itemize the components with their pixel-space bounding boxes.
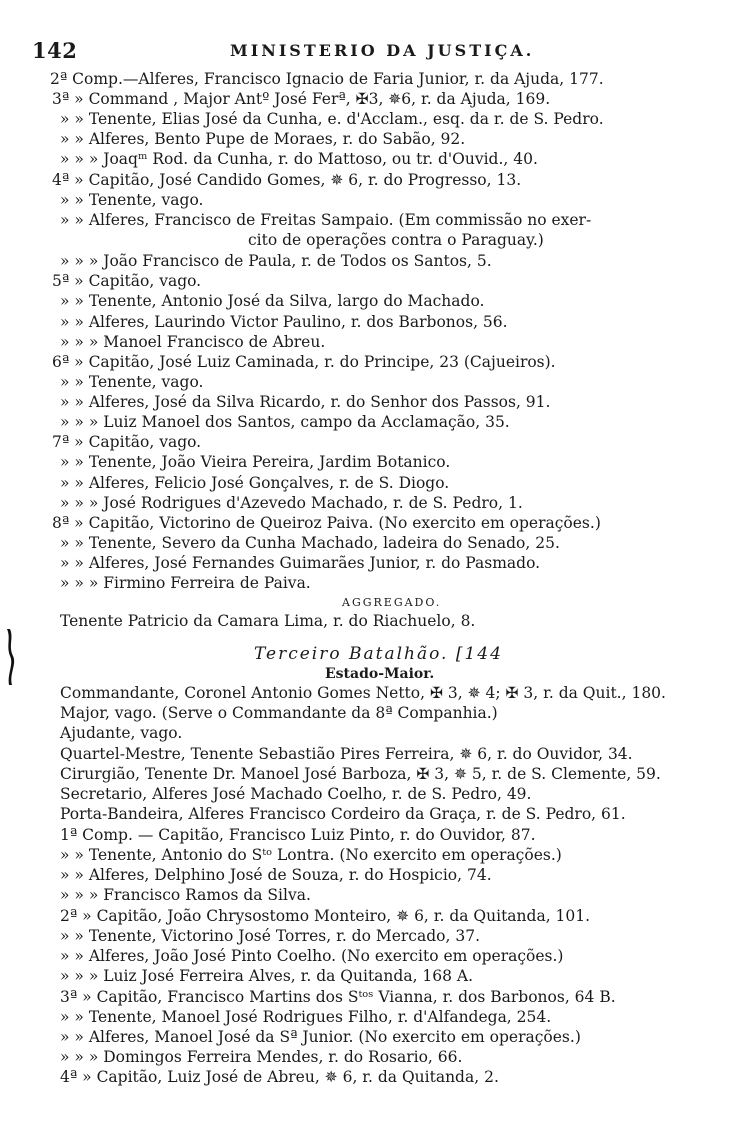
text-line: » » » Firmino Ferreira de Paiva. (60, 574, 311, 592)
running-title: MINISTERIO DA JUSTIÇA. (230, 41, 535, 60)
text-line: 2ª » Capitão, João Chrysostomo Monteiro, ✵ 6, r. da Quitanda, 101. (60, 907, 591, 925)
text-line: Secretario, Alferes José Machado Coelho, r. de S. Pedro, 49. (60, 785, 532, 803)
text-line: » » Alferes, Francisco de Freitas Sampaio. (Em commissão no exer- (60, 211, 592, 229)
text-line: » » » Domingos Ferreira Mendes, r. do Rosario, 66. (60, 1048, 463, 1066)
text-line: » » Tenente, Manoel José Rodrigues Filho, r. d'Alfandega, 254. (60, 1008, 552, 1026)
text-line: » » Tenente, vago. (60, 191, 204, 209)
text-line: Cirurgião, Tenente Dr. Manoel José Barboza, ✠ 3, ✵ 5, r. de S. Clemente, 59. (60, 765, 661, 783)
text-line: 3ª » Command , Major Antº José Ferª, ✠3, ✵6, r. da Ajuda, 169. (52, 90, 551, 108)
text-line: 3ª » Capitão, Francisco Martins dos Sᵗᵒˢ Vianna, r. dos Barbonos, 64 B. (60, 988, 616, 1006)
text-line: » » » Manoel Francisco de Abreu. (60, 333, 326, 351)
text-line: 4ª » Capitão, Luiz José de Abreu, ✵ 6, r. da Quitanda, 2. (60, 1068, 499, 1086)
text-line: » » Tenente, Severo da Cunha Machado, ladeira do Senado, 25. (60, 534, 560, 552)
text-line: » » Tenente, Antonio do Sᵗᵒ Lontra. (No exercito em operações.) (60, 846, 562, 864)
text-line: Commandante, Coronel Antonio Gomes Netto, ✠ 3, ✵ 4; ✠ 3, r. da Quit., 180. (60, 684, 666, 702)
text-line: » » Alferes, Felicio José Gonçalves, r. de S. Diogo. (60, 474, 450, 492)
text-line: » » Tenente, Elias José da Cunha, e. d'Acclam., esq. da r. de S. Pedro. (60, 110, 604, 128)
text-line: 4ª » Capitão, José Candido Gomes, ✵ 6, r. do Progresso, 13. (52, 171, 522, 189)
text-line: 8ª » Capitão, Victorino de Queiroz Paiva. (No exercito em operações.) (52, 514, 601, 532)
text-line: 7ª » Capitão, vago. (52, 433, 202, 451)
staff-heading: Estado-Maior. (325, 666, 435, 682)
text-line: Quartel-Mestre, Tenente Sebastião Pires Ferreira, ✵ 6, r. do Ouvidor, 34. (60, 745, 633, 763)
text-line: » » Alferes, Delphino José de Souza, r. do Hospicio, 74. (60, 866, 492, 884)
text-line: » » Alferes, José Fernandes Guimarães Junior, r. do Pasmado. (60, 554, 541, 572)
margin-ink-mark (6, 628, 18, 686)
text-line: 5ª » Capitão, vago. (52, 272, 202, 290)
text-line: Major, vago. (Serve o Commandante da 8ª Companhia.) (60, 704, 498, 722)
aggregado-heading: AGGREGADO. (342, 596, 442, 609)
text-line: 2ª Comp.—Alferes, Francisco Ignacio de Faria Junior, r. da Ajuda, 177. (50, 70, 604, 88)
text-line: Ajudante, vago. (60, 724, 183, 742)
page-header (32, 38, 722, 64)
text-line: » » » Luiz José Ferreira Alves, r. da Quitanda, 168 A. (60, 967, 474, 985)
text-line: 1ª Comp. — Capitão, Francisco Luiz Pinto, r. do Ouvidor, 87. (60, 826, 536, 844)
text-line: » » Alferes, José da Silva Ricardo, r. do Senhor dos Passos, 91. (60, 393, 551, 411)
text-line: Porta-Bandeira, Alferes Francisco Cordeiro da Graça, r. de S. Pedro, 61. (60, 805, 626, 823)
text-line: » » Alferes, Bento Pupe de Moraes, r. do Sabão, 92. (60, 130, 466, 148)
text-line: » » Tenente, vago. (60, 373, 204, 391)
text-line: » » » Luiz Manoel dos Santos, campo da Acclamação, 35. (60, 413, 510, 431)
text-line: » » » Joaqᵐ Rod. da Cunha, r. do Mattoso, ou tr. d'Ouvid., 40. (60, 150, 538, 168)
text-line: » » Tenente, João Vieira Pereira, Jardim Botanico. (60, 453, 451, 471)
text-line: » » Alferes, Laurindo Victor Paulino, r. dos Barbonos, 56. (60, 313, 508, 331)
text-line: Tenente Patricio da Camara Lima, r. do Riachuelo, 8. (60, 612, 476, 630)
page-number: 142 (32, 38, 78, 63)
text-line: » » » Francisco Ramos da Silva. (60, 886, 311, 904)
text-line: » » » João Francisco de Paula, r. de Todos os Santos, 5. (60, 252, 492, 270)
battalion-title: Terceiro Batalhão. [144 (254, 644, 503, 664)
text-line: » » Alferes, João José Pinto Coelho. (No exercito em operações.) (60, 947, 564, 965)
text-line: 6ª » Capitão, José Luiz Caminada, r. do Principe, 23 (Cajueiros). (52, 353, 556, 371)
text-line: » » Alferes, Manoel José da Sª Junior. (No exercito em operações.) (60, 1028, 581, 1046)
text-line: » » Tenente, Victorino José Torres, r. do Mercado, 37. (60, 927, 480, 945)
text-line: » » Tenente, Antonio José da Silva, largo do Machado. (60, 292, 485, 310)
text-line: » » » José Rodrigues d'Azevedo Machado, r. de S. Pedro, 1. (60, 494, 523, 512)
text-line: cito de operações contra o Paraguay.) (248, 231, 544, 249)
